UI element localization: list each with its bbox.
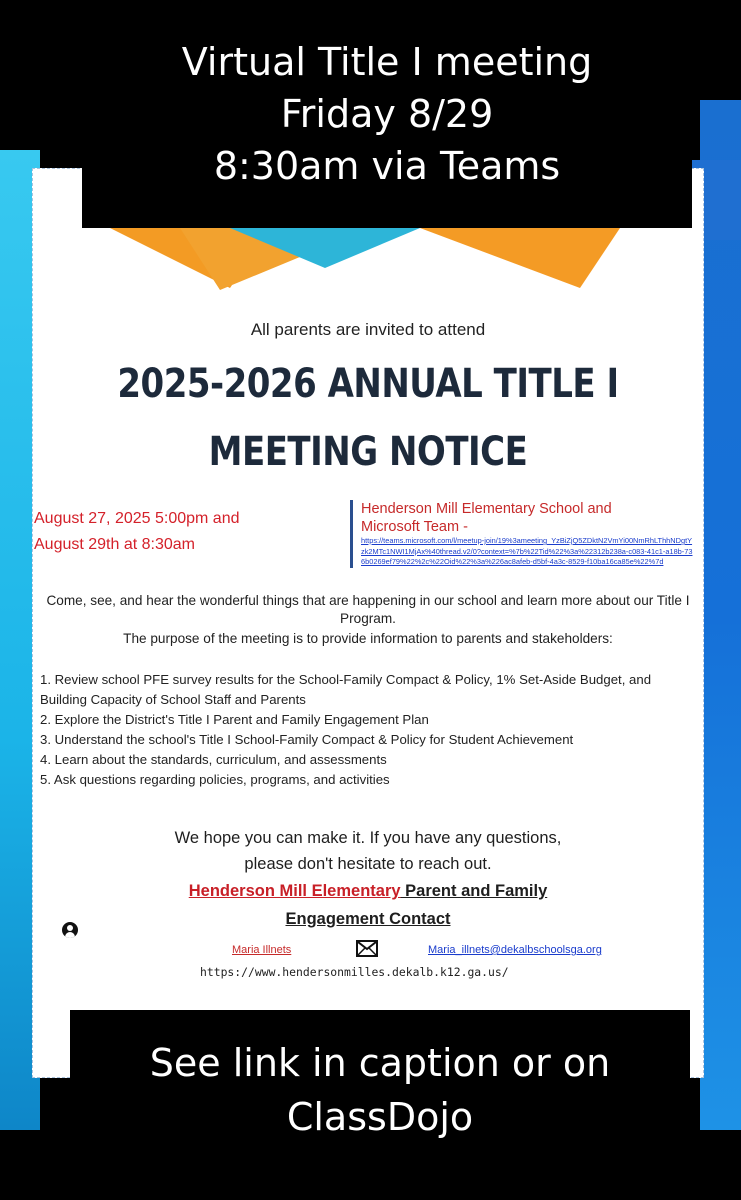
venue-block (350, 500, 695, 568)
list-item: 3. Understand the school's Title I School-Family Compact & Policy for Student Achievement (40, 732, 574, 747)
venue-line-1: Henderson Mill Elementary School and (361, 501, 612, 517)
venue-team-label: Microsoft Team - (361, 519, 468, 535)
banner-line-2: Friday 8/29 (280, 92, 494, 136)
banner-line-3: 8:30am via Teams (213, 144, 561, 188)
banner-bottom-line-2: ClassDojo (286, 1095, 474, 1139)
venue-line-2 (361, 518, 695, 536)
date-1: August 27, 2025 5:00pm and (34, 510, 240, 527)
banner-bottom-line-1: See link in caption or on (149, 1041, 611, 1085)
list-item: 2. Explore the District's Title I Parent and Family Engagement Plan (40, 712, 429, 727)
mail-icon (356, 940, 378, 957)
title-line-1: 2025-2026 ANNUAL TITLE I (117, 360, 619, 408)
teams-meeting-link[interactable]: https://teams.microsoft.com/l/meetup-join/19%3ameeting_YzBiZjQ5ZDktN2VmYi00NmRhLThhNDgtYzk2MTc1NWI1MjAx%40thread.v2/0?context=%7b%22Tid%22%3a%22312b238a-c083-41c1-a18b-736b0269ef79%22%2c%22Oid%22%3a%226ac8afeb-d5bf-4a3c-8529-f10ba16ca85e%22%7d (361, 536, 693, 566)
contact-heading-rest: Parent and Family (400, 882, 548, 900)
list-item: 4. Learn about the standards, curriculum, and assessments (40, 752, 387, 767)
meeting-dates (34, 506, 240, 558)
purpose-list (40, 670, 690, 790)
title-line-2: MEETING NOTICE (208, 428, 528, 476)
closing-text-2: please don't hesitate to reach out. (244, 855, 492, 873)
closing-text-1: We hope you can make it. If you have any questions, (174, 829, 562, 847)
invite-text: All parents are invited to attend (250, 320, 486, 339)
right-blue-background (700, 100, 741, 1130)
intro-text-1: Come, see, and hear the wonderful things that are happening in our school and learn more about our Title I Program. (46, 593, 690, 626)
contact-heading (40, 882, 696, 901)
teal-wedge (230, 228, 420, 268)
school-website[interactable]: https://www.hendersonmilles.dekalb.k12.ga.us/ (200, 965, 509, 979)
list-item: 5. Ask questions regarding policies, programs, and activities (40, 772, 390, 787)
orange-chevron-right (420, 228, 620, 288)
contact-name: Maria Illnets (232, 944, 292, 956)
banner-line-1: Virtual Title I meeting (181, 40, 593, 84)
contact-heading-2: Engagement Contact (285, 910, 451, 928)
list-item: 1. Review school PFE survey results for the School-Family Compact & Policy, 1% Set-Aside Budget, and Building Capacity of School Staff and Parents (40, 672, 652, 707)
top-caption-banner (82, 0, 692, 228)
contact-school: Henderson Mill Elementary (188, 882, 401, 900)
person-icon (62, 922, 78, 938)
contact-email-link[interactable]: Maria_illnets@dekalbschoolsga.org (428, 944, 602, 956)
bottom-caption-banner (70, 1010, 690, 1160)
date-2: August 29th at 8:30am (34, 536, 195, 553)
intro-text-2: The purpose of the meeting is to provide information to parents and stakeholders: (123, 631, 613, 646)
